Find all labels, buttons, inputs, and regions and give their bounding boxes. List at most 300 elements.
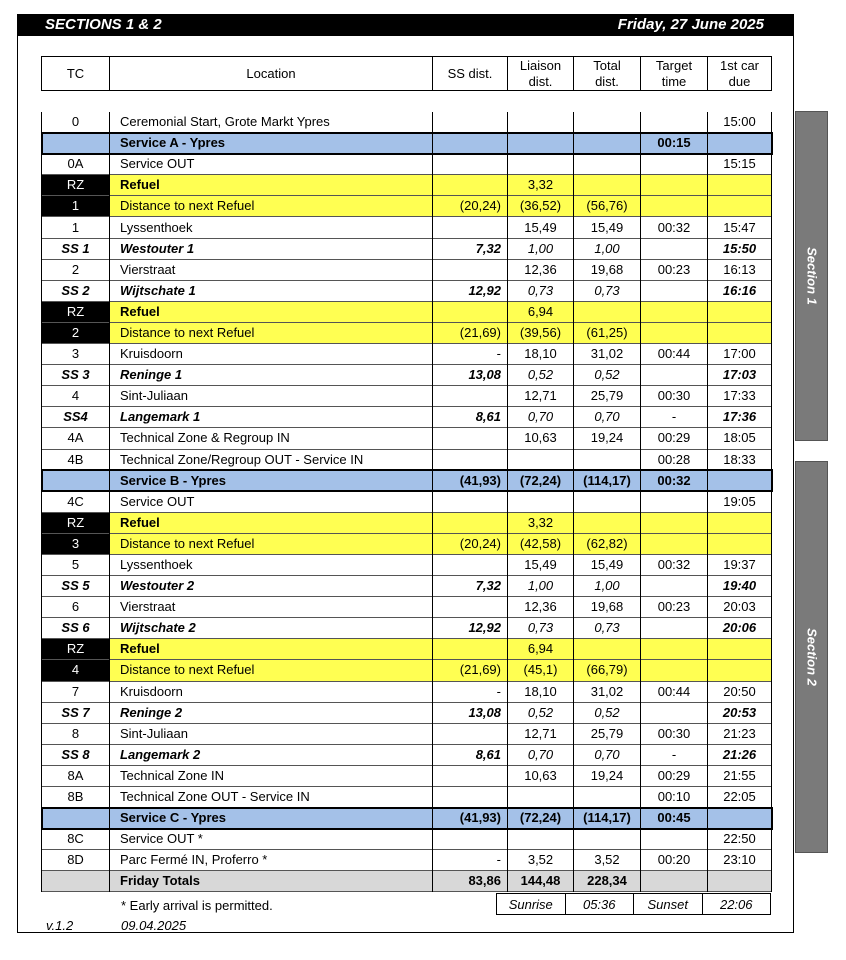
row-liaison-dist — [508, 491, 574, 512]
row-location: Distance to next Refuel — [110, 533, 433, 554]
row-tc: 8C — [42, 829, 110, 850]
row-total-dist: 25,79 — [574, 386, 641, 407]
row-first-car-due: 20:06 — [708, 618, 772, 639]
row-tc — [42, 808, 110, 829]
table-row — [42, 597, 772, 618]
row-total-dist: 1,00 — [574, 238, 641, 259]
row-tc: RZ — [42, 512, 110, 533]
row-target-time: 00:45 — [641, 808, 708, 829]
row-liaison-dist — [508, 787, 574, 808]
row-liaison-dist: 12,71 — [508, 386, 574, 407]
row-first-car-due: 17:36 — [708, 407, 772, 428]
row-first-car-due — [708, 808, 772, 829]
row-target-time: 00:15 — [641, 133, 708, 154]
row-location: Distance to next Refuel — [110, 660, 433, 681]
row-liaison-dist: 18,10 — [508, 681, 574, 702]
row-ss-dist: (20,24) — [433, 196, 508, 217]
row-total-dist: 31,02 — [574, 344, 641, 365]
row-total-dist: (114,17) — [574, 470, 641, 491]
row-ss-dist — [433, 723, 508, 744]
row-location: Refuel — [110, 512, 433, 533]
row-liaison-dist: 0,52 — [508, 702, 574, 723]
row-first-car-due — [708, 512, 772, 533]
row-total-dist: 228,34 — [574, 871, 641, 892]
row-first-car-due: 22:50 — [708, 829, 772, 850]
row-total-dist: 0,73 — [574, 618, 641, 639]
row-location: Lyssenthoek — [110, 554, 433, 575]
row-liaison-dist: 0,70 — [508, 744, 574, 765]
row-first-car-due: 16:16 — [708, 280, 772, 301]
row-first-car-due — [708, 470, 772, 491]
row-location: Reninge 1 — [110, 365, 433, 386]
row-total-dist — [574, 491, 641, 512]
refuel-row — [42, 639, 772, 660]
row-ss-dist — [433, 154, 508, 175]
row-location: Westouter 2 — [110, 576, 433, 597]
row-target-time: 00:23 — [641, 597, 708, 618]
row-target-time — [641, 112, 708, 133]
special-stage-row — [42, 744, 772, 765]
row-location: Westouter 1 — [110, 238, 433, 259]
row-ss-dist — [433, 829, 508, 850]
row-target-time: 00:20 — [641, 850, 708, 871]
row-liaison-dist: 18,10 — [508, 344, 574, 365]
row-ss-dist: 7,32 — [433, 238, 508, 259]
row-ss-dist: (21,69) — [433, 322, 508, 343]
table-row — [42, 787, 772, 808]
row-ss-dist — [433, 112, 508, 133]
row-tc: 8D — [42, 850, 110, 871]
row-liaison-dist: 6,94 — [508, 639, 574, 660]
row-target-time — [641, 196, 708, 217]
row-ss-dist — [433, 217, 508, 238]
row-ss-dist — [433, 639, 508, 660]
table-row — [42, 554, 772, 575]
column-header-table — [41, 56, 772, 91]
row-target-time — [641, 576, 708, 597]
row-location: Sint-Juliaan — [110, 386, 433, 407]
row-target-time — [641, 301, 708, 322]
row-tc: RZ — [42, 175, 110, 196]
row-liaison-dist — [508, 449, 574, 470]
row-location: Lyssenthoek — [110, 217, 433, 238]
row-location: Wijtschate 2 — [110, 618, 433, 639]
row-target-time — [641, 154, 708, 175]
row-liaison-dist — [508, 154, 574, 175]
row-target-time: 00:30 — [641, 723, 708, 744]
row-liaison-dist: 6,94 — [508, 301, 574, 322]
row-ss-dist — [433, 787, 508, 808]
row-target-time: 00:32 — [641, 217, 708, 238]
row-first-car-due: 16:13 — [708, 259, 772, 280]
row-location: Kruisdoorn — [110, 681, 433, 702]
row-first-car-due: 22:05 — [708, 787, 772, 808]
row-liaison-dist: 3,32 — [508, 512, 574, 533]
row-ss-dist: (20,24) — [433, 533, 508, 554]
row-target-time — [641, 365, 708, 386]
row-total-dist — [574, 512, 641, 533]
row-tc — [42, 871, 110, 892]
row-liaison-dist: (42,58) — [508, 533, 574, 554]
row-tc: 6 — [42, 597, 110, 618]
sunrise-time: 05:36 — [565, 894, 634, 915]
row-total-dist: (114,17) — [574, 808, 641, 829]
row-tc: 3 — [42, 533, 110, 554]
sunset-label: Sunset — [634, 894, 703, 915]
row-tc — [42, 470, 110, 491]
row-total-dist: (62,82) — [574, 533, 641, 554]
column-header-line1: Total — [593, 57, 621, 73]
row-liaison-dist: 144,48 — [508, 871, 574, 892]
row-first-car-due: 19:05 — [708, 491, 772, 512]
title-bar — [17, 14, 794, 36]
row-location: Technical Zone & Regroup IN — [110, 428, 433, 449]
column-header-line1: Location — [246, 65, 296, 81]
column-header-0 — [42, 57, 110, 91]
row-ss-dist — [433, 428, 508, 449]
service-row — [42, 470, 772, 491]
row-first-car-due: 15:50 — [708, 238, 772, 259]
column-header-line1: Liaison — [519, 57, 562, 73]
column-header-line2: due — [728, 73, 751, 89]
row-liaison-dist — [508, 133, 574, 154]
row-target-time — [641, 322, 708, 343]
row-liaison-dist: 10,63 — [508, 765, 574, 786]
row-ss-dist: 12,92 — [433, 280, 508, 301]
row-first-car-due — [708, 322, 772, 343]
row-target-time: 00:32 — [641, 470, 708, 491]
row-total-dist: 19,68 — [574, 597, 641, 618]
row-total-dist: 0,73 — [574, 280, 641, 301]
row-ss-dist: 8,61 — [433, 744, 508, 765]
row-tc: 4B — [42, 449, 110, 470]
row-liaison-dist: 0,73 — [508, 618, 574, 639]
row-location: Technical Zone OUT - Service IN — [110, 787, 433, 808]
row-location: Service A - Ypres — [110, 133, 433, 154]
row-location: Service OUT * — [110, 829, 433, 850]
row-target-time — [641, 660, 708, 681]
row-total-dist: 15,49 — [574, 554, 641, 575]
row-tc: 1 — [42, 196, 110, 217]
row-first-car-due — [708, 533, 772, 554]
row-liaison-dist: 15,49 — [508, 217, 574, 238]
row-total-dist — [574, 175, 641, 196]
row-ss-dist: 7,32 — [433, 576, 508, 597]
row-ss-dist: (41,93) — [433, 808, 508, 829]
row-tc: SS 6 — [42, 618, 110, 639]
row-location: Langemark 2 — [110, 744, 433, 765]
row-total-dist — [574, 154, 641, 175]
refuel-row — [42, 512, 772, 533]
row-total-dist: 0,52 — [574, 365, 641, 386]
row-tc: SS 8 — [42, 744, 110, 765]
row-first-car-due — [708, 639, 772, 660]
row-ss-dist: - — [433, 850, 508, 871]
row-tc: 0A — [42, 154, 110, 175]
row-ss-dist: (41,93) — [433, 470, 508, 491]
table-row — [42, 154, 772, 175]
column-header-line2: dist. — [528, 73, 553, 89]
row-first-car-due: 20:53 — [708, 702, 772, 723]
row-tc: 4 — [42, 660, 110, 681]
column-header-6 — [708, 57, 772, 91]
row-first-car-due: 21:55 — [708, 765, 772, 786]
row-ss-dist: (21,69) — [433, 660, 508, 681]
table-row — [42, 259, 772, 280]
row-location: Refuel — [110, 301, 433, 322]
row-tc: RZ — [42, 301, 110, 322]
row-ss-dist: 83,86 — [433, 871, 508, 892]
column-header-5 — [641, 57, 708, 91]
row-tc: SS 3 — [42, 365, 110, 386]
section-2-label: Section 2 — [804, 628, 819, 686]
row-ss-dist: 13,08 — [433, 702, 508, 723]
row-first-car-due: 19:37 — [708, 554, 772, 575]
row-location: Vierstraat — [110, 597, 433, 618]
row-target-time — [641, 238, 708, 259]
row-tc: SS 2 — [42, 280, 110, 301]
row-location: Langemark 1 — [110, 407, 433, 428]
row-total-dist: (61,25) — [574, 322, 641, 343]
table-row — [42, 344, 772, 365]
row-tc: RZ — [42, 639, 110, 660]
row-first-car-due: 15:47 — [708, 217, 772, 238]
row-location: Service C - Ypres — [110, 808, 433, 829]
row-liaison-dist: 15,49 — [508, 554, 574, 575]
row-ss-dist — [433, 449, 508, 470]
column-header-2 — [433, 57, 508, 91]
row-location: Technical Zone IN — [110, 765, 433, 786]
row-target-time: 00:44 — [641, 681, 708, 702]
refuel-row — [42, 196, 772, 217]
sunrise-label: Sunrise — [497, 894, 566, 915]
date-title: Friday, 27 June 2025 — [617, 16, 764, 33]
row-first-car-due: 23:10 — [708, 850, 772, 871]
row-tc: 4C — [42, 491, 110, 512]
row-ss-dist: 8,61 — [433, 407, 508, 428]
row-tc: 1 — [42, 217, 110, 238]
row-tc: SS4 — [42, 407, 110, 428]
row-first-car-due: 17:03 — [708, 365, 772, 386]
row-target-time: 00:32 — [641, 554, 708, 575]
row-tc — [42, 133, 110, 154]
row-tc: 8A — [42, 765, 110, 786]
row-location: Friday Totals — [110, 871, 433, 892]
row-target-time: 00:29 — [641, 765, 708, 786]
column-header-line2: dist. — [595, 73, 619, 89]
row-location: Service OUT — [110, 491, 433, 512]
row-first-car-due: 19:40 — [708, 576, 772, 597]
row-total-dist: 0,70 — [574, 407, 641, 428]
row-first-car-due: 15:00 — [708, 112, 772, 133]
row-tc: 4 — [42, 386, 110, 407]
row-liaison-dist: 0,70 — [508, 407, 574, 428]
row-ss-dist — [433, 175, 508, 196]
row-target-time — [641, 175, 708, 196]
special-stage-row — [42, 280, 772, 301]
sunset-time: 22:06 — [702, 894, 771, 915]
row-liaison-dist: 12,36 — [508, 597, 574, 618]
column-header-line1: SS dist. — [447, 65, 493, 81]
row-first-car-due: 21:26 — [708, 744, 772, 765]
column-header-row — [42, 57, 772, 91]
column-header-3 — [508, 57, 574, 91]
table-row — [42, 112, 772, 133]
row-total-dist: 19,24 — [574, 765, 641, 786]
section-1-tab — [795, 111, 828, 441]
row-first-car-due — [708, 133, 772, 154]
row-total-dist: (56,76) — [574, 196, 641, 217]
row-tc: 2 — [42, 259, 110, 280]
row-target-time: 00:44 — [641, 344, 708, 365]
row-target-time — [641, 280, 708, 301]
row-total-dist: 31,02 — [574, 681, 641, 702]
row-total-dist: 3,52 — [574, 850, 641, 871]
special-stage-row — [42, 238, 772, 259]
refuel-row — [42, 660, 772, 681]
special-stage-row — [42, 365, 772, 386]
row-location: Refuel — [110, 639, 433, 660]
row-target-time — [641, 871, 708, 892]
row-tc: 5 — [42, 554, 110, 575]
row-location: Refuel — [110, 175, 433, 196]
column-header-line2: time — [661, 73, 687, 89]
row-liaison-dist: 3,32 — [508, 175, 574, 196]
row-tc: 8 — [42, 723, 110, 744]
special-stage-row — [42, 407, 772, 428]
row-total-dist — [574, 639, 641, 660]
row-liaison-dist: (45,1) — [508, 660, 574, 681]
row-ss-dist — [433, 765, 508, 786]
row-total-dist: (66,79) — [574, 660, 641, 681]
row-ss-dist — [433, 512, 508, 533]
row-liaison-dist: 1,00 — [508, 238, 574, 259]
row-target-time: 00:29 — [641, 428, 708, 449]
early-arrival-note: * Early arrival is permitted. — [121, 898, 273, 913]
row-ss-dist: - — [433, 344, 508, 365]
row-location: Distance to next Refuel — [110, 196, 433, 217]
row-tc: 3 — [42, 344, 110, 365]
refuel-row — [42, 322, 772, 343]
row-total-dist: 0,52 — [574, 702, 641, 723]
row-target-time — [641, 533, 708, 554]
row-liaison-dist: 3,52 — [508, 850, 574, 871]
table-row — [42, 428, 772, 449]
row-total-dist: 19,24 — [574, 428, 641, 449]
row-target-time: - — [641, 744, 708, 765]
version-label: v.1.2 — [46, 918, 74, 933]
row-location: Kruisdoorn — [110, 344, 433, 365]
row-tc: SS 1 — [42, 238, 110, 259]
row-location: Sint-Juliaan — [110, 723, 433, 744]
sun-times-table — [496, 893, 771, 915]
row-location: Reninge 2 — [110, 702, 433, 723]
table-row — [42, 491, 772, 512]
row-location: Service OUT — [110, 154, 433, 175]
row-liaison-dist: 0,73 — [508, 280, 574, 301]
column-header-line1: Target — [655, 57, 693, 73]
refuel-row — [42, 533, 772, 554]
table-row — [42, 723, 772, 744]
row-total-dist: 0,70 — [574, 744, 641, 765]
row-target-time: 00:28 — [641, 449, 708, 470]
row-liaison-dist — [508, 829, 574, 850]
row-total-dist — [574, 449, 641, 470]
row-total-dist: 1,00 — [574, 576, 641, 597]
row-ss-dist — [433, 554, 508, 575]
row-first-car-due — [708, 301, 772, 322]
row-tc: SS 5 — [42, 576, 110, 597]
row-first-car-due — [708, 871, 772, 892]
row-ss-dist: - — [433, 681, 508, 702]
row-target-time: - — [641, 407, 708, 428]
refuel-row — [42, 301, 772, 322]
row-first-car-due: 17:00 — [708, 344, 772, 365]
row-total-dist — [574, 133, 641, 154]
row-ss-dist — [433, 491, 508, 512]
row-ss-dist: 12,92 — [433, 618, 508, 639]
row-location: Wijtschate 1 — [110, 280, 433, 301]
row-liaison-dist: 1,00 — [508, 576, 574, 597]
row-target-time — [641, 829, 708, 850]
row-liaison-dist: (39,56) — [508, 322, 574, 343]
refuel-row — [42, 175, 772, 196]
row-first-car-due: 18:05 — [708, 428, 772, 449]
service-row — [42, 808, 772, 829]
table-row — [42, 681, 772, 702]
table-row — [42, 217, 772, 238]
row-tc: 7 — [42, 681, 110, 702]
totals-row — [42, 871, 772, 892]
row-target-time: 00:23 — [641, 259, 708, 280]
row-target-time: 00:30 — [641, 386, 708, 407]
row-location: Vierstraat — [110, 259, 433, 280]
table-row — [42, 386, 772, 407]
row-first-car-due: 15:15 — [708, 154, 772, 175]
row-liaison-dist: (36,52) — [508, 196, 574, 217]
row-first-car-due: 17:33 — [708, 386, 772, 407]
row-liaison-dist: (72,24) — [508, 470, 574, 491]
row-total-dist — [574, 829, 641, 850]
row-ss-dist — [433, 133, 508, 154]
row-location: Ceremonial Start, Grote Markt Ypres — [110, 112, 433, 133]
section-2-tab — [795, 461, 828, 853]
row-liaison-dist: 0,52 — [508, 365, 574, 386]
table-row — [42, 829, 772, 850]
row-tc: 2 — [42, 322, 110, 343]
special-stage-row — [42, 618, 772, 639]
row-total-dist — [574, 787, 641, 808]
row-first-car-due: 18:33 — [708, 449, 772, 470]
row-ss-dist — [433, 386, 508, 407]
row-liaison-dist: 12,36 — [508, 259, 574, 280]
row-tc: 4A — [42, 428, 110, 449]
sections-title: SECTIONS 1 & 2 — [45, 16, 162, 33]
row-liaison-dist — [508, 112, 574, 133]
itinerary-table — [41, 112, 772, 892]
row-liaison-dist: 10,63 — [508, 428, 574, 449]
row-first-car-due: 20:03 — [708, 597, 772, 618]
row-total-dist — [574, 301, 641, 322]
row-target-time — [641, 618, 708, 639]
row-location: Service B - Ypres — [110, 470, 433, 491]
special-stage-row — [42, 576, 772, 597]
row-first-car-due: 20:50 — [708, 681, 772, 702]
row-total-dist: 25,79 — [574, 723, 641, 744]
row-ss-dist — [433, 259, 508, 280]
row-tc: 8B — [42, 787, 110, 808]
column-header-4 — [574, 57, 641, 91]
